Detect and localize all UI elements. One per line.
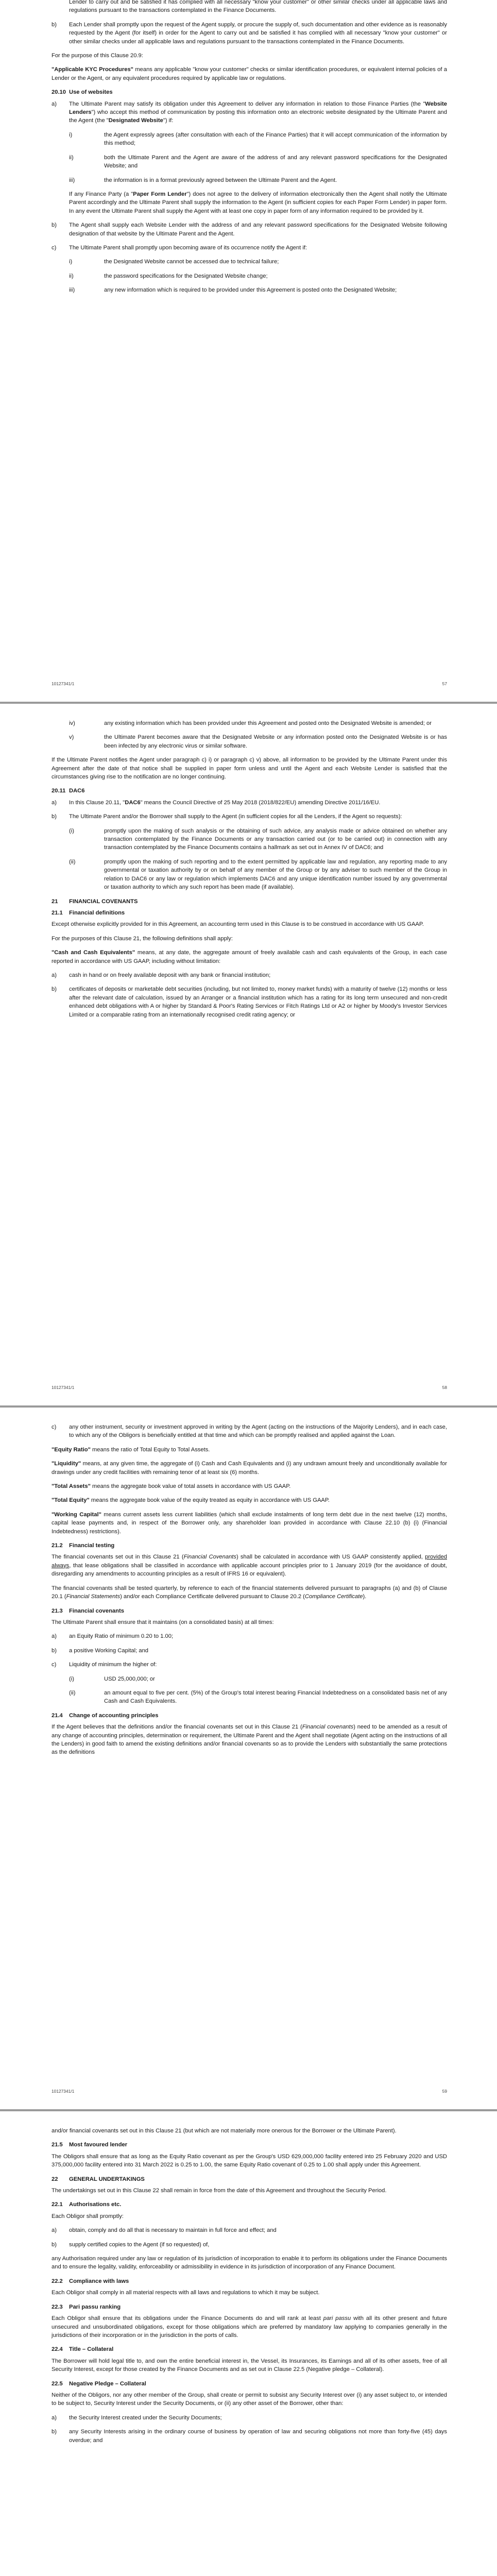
list-item: b) Each Lender shall promptly upon the request of the Agent supply, or procure the supply of, such documentation and other evidence as is reasonably requested by the Agent (for itself) in order for the Agent to carry out and be satisfied it has complied with all necessary "know your customer" or other similar checks under all applicable laws and regulations pursuant to the transactions contemplated in the Finance Documents. xyxy=(52,21,447,45)
document-page xyxy=(0,1408,497,2109)
section-heading: 21.2 Financial testing xyxy=(52,1543,115,1549)
list-item: b) The Agent shall supply each Website Lender with the address of and any relevant password specifications for the Designated Website following designation of that website by the Ultimate Parent and the Agent. xyxy=(52,222,447,237)
list-item: c) The Ultimate Parent shall promptly upon becoming aware of its occurrence notify the Agent if: xyxy=(52,244,307,251)
section-heading: 21.4 Change of accounting principles xyxy=(52,1712,159,1719)
paragraph: If the Ultimate Parent notifies the Agent under paragraph c) i) or paragraph c) v) above, all information to be provided by the Ultimate Parent under this Agreement after the date of that notice shall be supplied in paper form unless and until the Agent and each Website Lender is satisfied that the circumstances giving rise to the notification are no longer continuing. xyxy=(52,757,447,781)
definition: "Equity Ratio" means the ratio of Total Equity to Total Assets. xyxy=(52,1446,210,1453)
list-item: a) an Equity Ratio of minimum 0.20 to 1.00; xyxy=(52,1633,174,1640)
list-item: c) any other instrument, security or investment approved in writing by the Agent (acting on the instructions of the Majority Lenders), and in each case, to which any of the Obligors is beneficially entitled at that time and which can be promptly realised and applied against the Loan. xyxy=(52,1424,447,1439)
page-number: 58 xyxy=(442,1385,447,1390)
section-heading: 21.1 Financial definitions xyxy=(52,909,125,916)
section-heading: 21.5 Most favoured lender xyxy=(52,2142,128,2148)
section-heading: 22.5 Negative Pledge – Collateral xyxy=(52,2380,146,2387)
document-page xyxy=(0,704,497,1405)
section-heading: 22.2 Compliance with laws xyxy=(52,2278,129,2284)
section-heading: 20.11 DAC6 xyxy=(52,788,85,794)
list-item: b) a positive Working Capital; and xyxy=(52,1647,149,1654)
definition: "Liquidity" means, at any given time, the aggregate of (i) Cash and Cash Equivalents and (i) any undrawn amount freely and unconditionally available for drawings under any credit facilities with remaining tenor of at least six (6) months. xyxy=(52,1461,447,1476)
page-number: 57 xyxy=(442,681,447,686)
paragraph: Each Obligor shall ensure that its obligations under the Finance Documents do and will rank at least pari passu with all its other present and future unsecured and unsubordinated obligations, except for those obligations which are preferred by mandatory law applying to companies generally in the jurisdictions of their incorporation or in the jurisdiction in the ports of calls. xyxy=(52,2315,447,2338)
definition: "Applicable KYC Procedures" means any applicable "know your customer" checks or similar identification procedures, or equivalent internal policies of a Lender or the Agent, or any equivalent procedures required by applicable law or regulations. xyxy=(52,66,448,81)
page-footer xyxy=(52,681,447,686)
paragraph: For the purposes of this Clause 21, the following definitions shall apply: xyxy=(52,935,233,942)
paragraph: Except otherwise explicitly provided for in this Agreement, an accounting term used in this Clause is to be construed in accordance with US GAAP. xyxy=(52,921,424,928)
document-page xyxy=(0,2111,497,2576)
definition: "Total Equity" means the aggregate book value of the equity treated as equity in accordance with US GAAP. xyxy=(52,1497,330,1504)
section-heading: 21.3 Financial covenants xyxy=(52,1607,124,1614)
section-heading: 22.4 Title – Collateral xyxy=(52,2346,114,2353)
list-item: c) Liquidity of minimum the higher of: xyxy=(52,1662,157,1668)
section-heading: 20.10 Use of websites xyxy=(52,89,113,96)
paragraph: If the Agent believes that the definitions and/or the financial covenants set out in this Clause 21 (Financial covenants) need to be amended as a result of any change of accounting principles, determination or requirement, the Ultimate Parent and the Agent shall negotiate (Agent acting on the instructions of all the Lenders) in good faith to amend the existing definitions and/or financial covenants so as to provide the Lenders with substantially the same protections as the definitions xyxy=(52,1724,447,1756)
section-heading: 22.1 Authorisations etc. xyxy=(52,2201,122,2208)
sub-list-item: iii) the information is in a format previously agreed between the Ultimate Parent and the Agent. xyxy=(69,177,337,183)
paragraph: The Obligors shall ensure that as long as the Equity Ratio covenant as per the Group's USD 629,000,000 facility entered into 25 February 2020 and USD 375,000,000 facility entered into 31 March 2022 is 0.25 to 1.00, the same Equity Ratio covenant of 0.25 to 1.00 shall apply under this Agreement. xyxy=(52,2153,447,2168)
document-reference: 10127341/1 xyxy=(52,1385,75,1390)
clause-heading: 21 FINANCIAL COVENANTS xyxy=(52,898,138,905)
sub-list-item: (ii) promptly upon the making of such reporting and to the extent permitted by applicable law and regulation, any reporting made to any governmental or taxation authority by or on behalf of any member of the Group or by any adviser to such member of the Group in relation to DAC6 or any law or regulation which implements DAC6 and any unique identification number issued by any governmental or taxation authority to which any such report has been made (if available). xyxy=(69,858,447,891)
list-item: b) supply certified copies to the Agent (if so requested) of, xyxy=(52,2241,210,2248)
document-reference: 10127341/1 xyxy=(52,681,75,686)
sub-list-item: (i) promptly upon the making of such analysis or the obtaining of such advice, any analysis made or advice obtained on whether any transaction contemplated by the Finance Documents or any transaction carried out (or to be carried out) in connection with any transaction contemplated by the Finance Documents contains a hallmark as set out in Annex IV of DAC6; and xyxy=(69,827,447,851)
sub-list-item: i) the Designated Website cannot be accessed due to technical failure; xyxy=(69,259,279,265)
definition: "Cash and Cash Equivalents" means, at any date, the aggregate amount of freely available cash and cash equivalents of the Group, in each case reported in accordance with US GAAP, including without limitation: xyxy=(52,950,447,964)
list-item: b) The Ultimate Parent and/or the Borrower shall supply to the Agent (in sufficient copies for all the Lenders, if the Agent so requests): xyxy=(52,814,402,820)
section-heading: 22.3 Pari passu ranking xyxy=(52,2303,121,2310)
sub-list-item: ii) the password specifications for the Designated Website change; xyxy=(69,273,268,279)
definition: "Total Assets" means the aggregate book value of total assets in accordance with US GAAP. xyxy=(52,1483,291,1490)
list-item: b) any Security Interests arising in the ordinary course of business by operation of law and securing obligations not more than forty-five (45) days overdue; and xyxy=(52,2429,447,2444)
sub-list-item: ii) both the Ultimate Parent and the Agent are aware of the address of and any relevant password specifications for the Designated Website; and xyxy=(69,154,447,170)
sub-list-item: iii) any new information which is required to be provided under this Agreement is posted onto the Designated Website; xyxy=(69,287,397,294)
paragraph: For the purpose of this Clause 20.9: xyxy=(52,53,143,59)
page-body xyxy=(52,1423,447,1762)
document-page xyxy=(0,0,497,702)
page-footer xyxy=(52,2089,447,2094)
sub-list-item: (ii) an amount equal to five per cent. (5%) of the Group's total interest bearing Financial Indebtedness on a consolidated basis net of any Cash and Cash Equivalents. xyxy=(69,1689,447,1705)
paragraph: Neither of the Obligors, nor any other member of the Group, shall create or permit to subsist any Security Interest over (i) any asset subject to, or intended to be subject to, Security Interest under the Security Documents, or (ii) any other asset of the Borrower, other than: xyxy=(52,2392,447,2407)
paragraph: The Borrower will hold legal title to, and own the entire beneficial interest in, the Vessel, its Insurances, its Earnings and all of its other assets, free of all Security Interest, except for those created by the Finance Documents and as set out in Clause 22.5 (Negative pledge – Collateral). xyxy=(52,2358,447,2373)
page-number: 59 xyxy=(442,2089,447,2094)
paragraph: Each Obligor shall promptly: xyxy=(52,2213,124,2219)
paragraph: The financial covenants shall be tested quarterly, by reference to each of the financial statements delivered pursuant to paragraphs (a) and (b) of Clause 20.1 (Financial Statements) and/or each Compliance Certificate delivered pursuant to Clause 20.2 (Compliance Certificate). xyxy=(52,1585,447,1600)
list-item: a) the Security Interest created under the Security Documents; xyxy=(52,2414,222,2421)
paragraph: any Authorisation required under any law or regulation of its jurisdiction of incorporation to enable it to perform its obligations under the Finance Documents and to ensure the legality, validity, enforceability or admissibility in evidence in its jurisdiction of incorporation of any Finance Document. xyxy=(52,2256,447,2270)
paragraph: The undertakings set out in this Clause 22 shall remain in force from the date of this Agreement and throughout the Security Period. xyxy=(52,2188,387,2194)
paragraph: Each Obligor shall comply in all material respects with all laws and regulations to which it may be subject. xyxy=(52,2290,320,2296)
definition: "Working Capital" means current assets less current liabilities (which shall exclude instalments of long term debt due in the next twelve (12) months, capital lease payments and, in respect of the Borrower only, any shareholder loan provided in accordance with Clause 22.10 (b) (i) (Financial Indebtedness) restrictions). xyxy=(52,1511,447,1535)
document-reference: 10127341/1 xyxy=(52,2089,75,2094)
list-item: b) certificates of deposits or marketable debt securities (including, but not limited to, money market funds) with a maturity of twelve (12) months or less after the relevant date of calculation, issued by an Arranger or a financial institution which has a rating for its long term unsecured and non-credit enhanced debt obligations with A or higher by Standard & Poor's Rating Services or Fitch Ratings Ltd or A2 or higher by Moody's Investor Services Limited or a comparable rating from an internationally recognised credit rating agency; or xyxy=(52,986,447,1018)
paragraph: If any Finance Party (a "Paper Form Lender") does not agree to the delivery of information electronically then the Agent shall notify the Ultimate Parent accordingly and the Ultimate Parent shall supply the information to the Agent (in sufficient copies for each Paper Form Lender) in paper form. In any event the Ultimate Parent shall supply the Agent with at least one copy in paper form of any information required to be provided by it. xyxy=(69,191,447,214)
page-body xyxy=(52,0,447,300)
page-body xyxy=(52,719,447,1025)
continuation-paragraph: Lender to carry out and be satisfied it has complied with all necessary "know your customer" or other similar checks under all applicable laws and regulations pursuant to the transactions contemplated in the Finance Documents. xyxy=(69,0,447,14)
continuation-paragraph: and/or financial covenants set out in this Clause 21 (but which are not materially more onerous for the Borrower or the Ultimate Parent). xyxy=(52,2128,397,2134)
clause-heading: 22 GENERAL UNDERTAKINGS xyxy=(52,2176,145,2182)
sub-list-item: iv) any existing information which has been provided under this Agreement and posted onto the Designated Website is amended; or xyxy=(69,720,432,726)
sub-list-item: (i) USD 25,000,000; or xyxy=(69,1675,155,1682)
list-item: a) In this Clause 20.11, "DAC6" means the Council Directive of 25 May 2018 (2018/822/EU) amending Directive 2011/16/EU. xyxy=(52,799,381,806)
page-body xyxy=(52,2127,447,2450)
list-item: a) obtain, comply and do all that is necessary to maintain in full force and effect; and xyxy=(52,2227,277,2234)
sub-list-item: i) the Agent expressly agrees (after consultation with each of the Finance Parties) that it will accept communication of the information by this method; xyxy=(69,131,447,147)
list-item: a) cash in hand or on freely available deposit with any bank or financial institution; xyxy=(52,972,271,978)
page-footer xyxy=(52,1385,447,1390)
sub-list-item: v) the Ultimate Parent becomes aware that the Designated Website or any information posted onto the Designated Website is or has been infected by any electronic virus or similar software. xyxy=(69,734,447,749)
paragraph: The financial covenants set out in this Clause 21 (Financial Covenants) shall be calculated in accordance with US GAAP consistently applied, provided always, that lease obligations shall be classified in accordance with applicable account principles prior to 1 January 2019 (for the avoidance of doubt, disregarding any amendments to accounting principles as a result of IFRS 16 or equivalent). xyxy=(52,1554,448,1578)
paragraph: The Ultimate Parent shall ensure that it maintains (on a consolidated basis) at all times: xyxy=(52,1619,274,1625)
list-item: a) The Ultimate Parent may satisfy its obligation under this Agreement to deliver any information in relation to those Finance Parties (the "Website Lenders") who accept this method of communication by posting this information onto an electronic website designated by the Ultimate Parent and the Agent (the "Designated Website") if: xyxy=(52,100,447,124)
